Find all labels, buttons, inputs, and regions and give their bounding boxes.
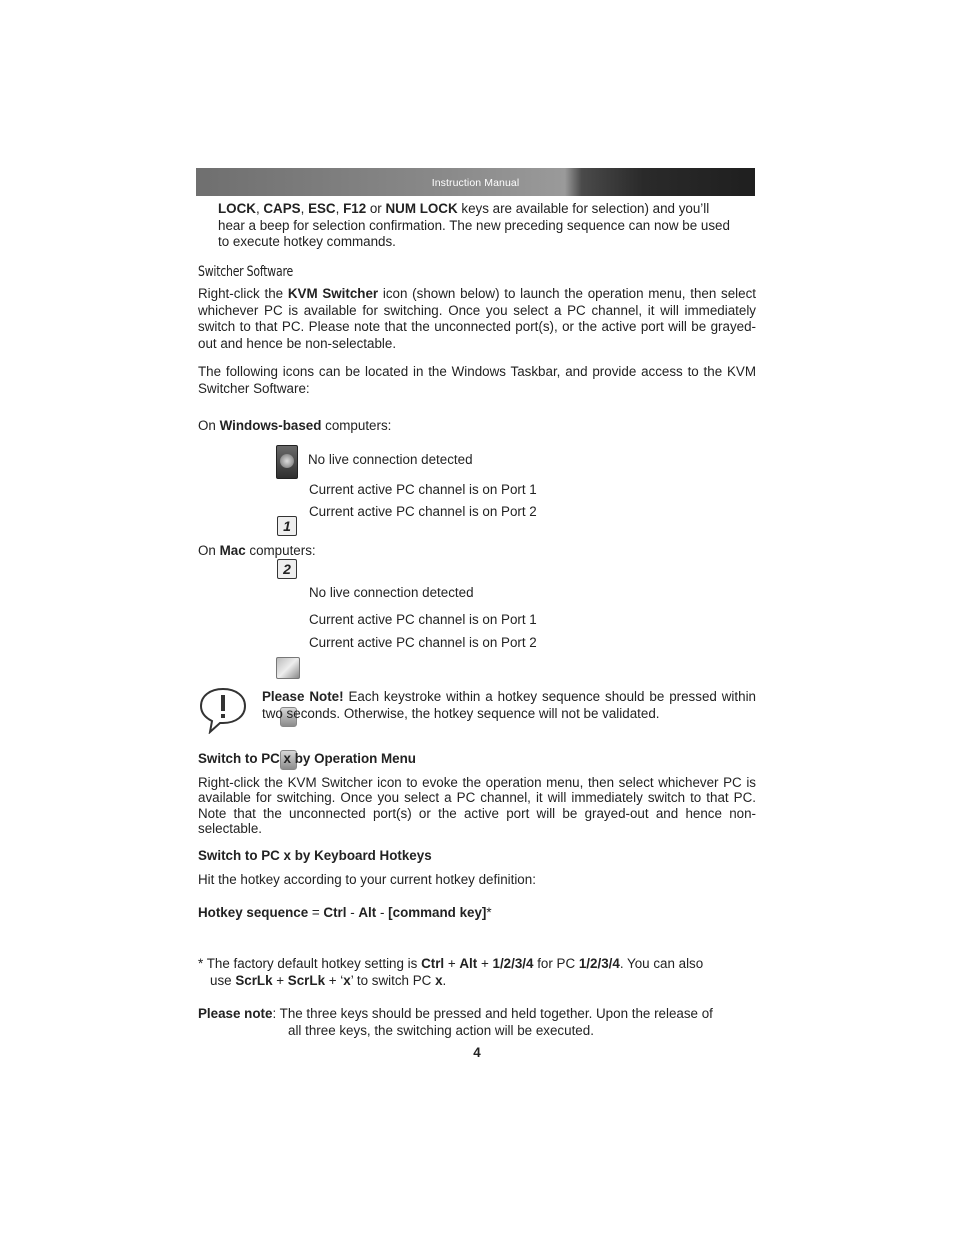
- mac-icon-label-2: Current active PC channel is on Port 2: [309, 635, 537, 650]
- sep: ,: [255, 201, 264, 216]
- hotkeys-text: Hit the hotkey according to your current hotkey definition:: [198, 872, 536, 887]
- hotkey-sequence: [198, 905, 492, 922]
- text: +: [477, 956, 493, 971]
- text: * The factory default hotkey setting is: [198, 956, 422, 971]
- text: . You can also: [619, 956, 704, 971]
- text: On: [198, 543, 220, 558]
- section-title-switcher: Switcher Software: [198, 264, 293, 280]
- key-ctrl: Ctrl: [323, 905, 347, 920]
- note-label: Please Note!: [262, 689, 344, 704]
- key-alt: Alt: [358, 905, 377, 920]
- text: : The three keys should be pressed and held together. Upon the release of: [272, 1006, 713, 1021]
- intro-line-3: to execute hotkey commands.: [218, 234, 396, 249]
- key-numlock: NUM LOCK: [385, 201, 458, 216]
- key-scrlk: ScrLk: [287, 973, 326, 988]
- mac-icon-label-0: No live connection detected: [309, 585, 474, 600]
- hotkey-sequence-label: Hotkey sequence: [198, 905, 309, 920]
- key-alt: Alt: [459, 956, 478, 971]
- port-1-icon: 1: [277, 516, 297, 536]
- keys-1234: 1/2/3/4: [492, 956, 534, 971]
- wsm-globe-icon: [276, 445, 298, 479]
- op-menu-title: Switch to PC x by Operation Menu: [198, 751, 416, 766]
- footnote-line-1: [198, 956, 758, 973]
- sep: ,: [300, 201, 309, 216]
- note-text: [262, 689, 756, 722]
- intro-line-2: hear a beep for selection confirmation. The new preceding sequence can now be used: [218, 218, 730, 233]
- text: computers:: [245, 543, 316, 558]
- text: =: [308, 905, 324, 920]
- key-caps: CAPS: [263, 201, 301, 216]
- header-bar: [196, 168, 755, 196]
- text: ’ to switch PC: [350, 973, 436, 988]
- text: +: [444, 956, 460, 971]
- sep: ,: [335, 201, 344, 216]
- switcher-paragraph-2: The following icons can be located in the Windows Taskbar, and provide access to the KVM Switcher Software:: [198, 364, 756, 396]
- warning-speech-bubble-icon: [198, 686, 248, 734]
- text: Each keystroke within a hotkey sequence should be pressed within two seconds. Otherwise, the hotkey sequence will not be validated.: [262, 689, 756, 721]
- text: for PC: [533, 956, 579, 971]
- key-f12: F12: [343, 201, 367, 216]
- windows-term: Windows-based: [219, 418, 322, 433]
- text: .: [442, 973, 447, 988]
- mac-term: Mac: [219, 543, 246, 558]
- windows-icon-label-2: Current active PC channel is on Port 2: [309, 504, 537, 519]
- footnote-line-2: [210, 973, 758, 990]
- intro-line-1: [218, 201, 756, 218]
- text: -: [376, 905, 389, 920]
- page-number: 4: [473, 1045, 481, 1060]
- text: use: [210, 973, 236, 988]
- kvm-switcher-term: KVM Switcher: [287, 286, 379, 301]
- key-x: x: [343, 973, 351, 988]
- hotkeys-title: Switch to PC x by Keyboard Hotkeys: [198, 848, 432, 863]
- text: computers:: [321, 418, 392, 433]
- key-scrlk: ScrLk: [235, 973, 273, 988]
- mac-no-connection-icon: [276, 657, 300, 679]
- mac-heading: [198, 543, 316, 560]
- text: icon (shown below) to launch the operation menu, then select whichever PC is available for switching. Once you select a PC channel, it will immediately switch to that PC. Please note that the unconnected port(s), or the active port will be grayed-out and hence be non-selectable.: [198, 286, 756, 351]
- text: On: [198, 418, 220, 433]
- key-lock: LOCK: [218, 201, 256, 216]
- text: Right-click the: [198, 286, 288, 301]
- port-2-icon: 2: [277, 559, 297, 579]
- switcher-paragraph-1: [198, 286, 756, 352]
- header-title: Instruction Manual: [431, 177, 520, 189]
- op-menu-text: Right-click the KVM Switcher icon to evoke the operation menu, then select whichever PC is available for switching. Once you select a PC channel, it will immediately switch to that PC. Note that the unconnected port(s) or the active port will be grayed-out and hence non-selectable.: [198, 775, 756, 837]
- please-note-label: Please note: [198, 1006, 273, 1021]
- key-ctrl: Ctrl: [421, 956, 445, 971]
- text: +: [272, 973, 288, 988]
- mac-icon-label-1: Current active PC channel is on Port 1: [309, 612, 537, 627]
- text: + ‘: [325, 973, 344, 988]
- intro-text: keys are available for selection) and you’ll: [457, 201, 710, 216]
- text: *: [486, 905, 492, 920]
- please-note-line-1: [198, 1006, 758, 1023]
- key-command: [command key]: [388, 905, 487, 920]
- sep: or: [366, 201, 386, 216]
- text: -: [346, 905, 359, 920]
- windows-icon-label-0: No live connection detected: [308, 452, 473, 467]
- please-note-line-2: all three keys, the switching action will be executed.: [288, 1023, 594, 1038]
- windows-heading: [198, 418, 391, 435]
- key-esc: ESC: [308, 201, 336, 216]
- windows-icon-label-1: Current active PC channel is on Port 1: [309, 482, 537, 497]
- pc-x: x: [435, 973, 443, 988]
- pcs-1234: 1/2/3/4: [578, 956, 620, 971]
